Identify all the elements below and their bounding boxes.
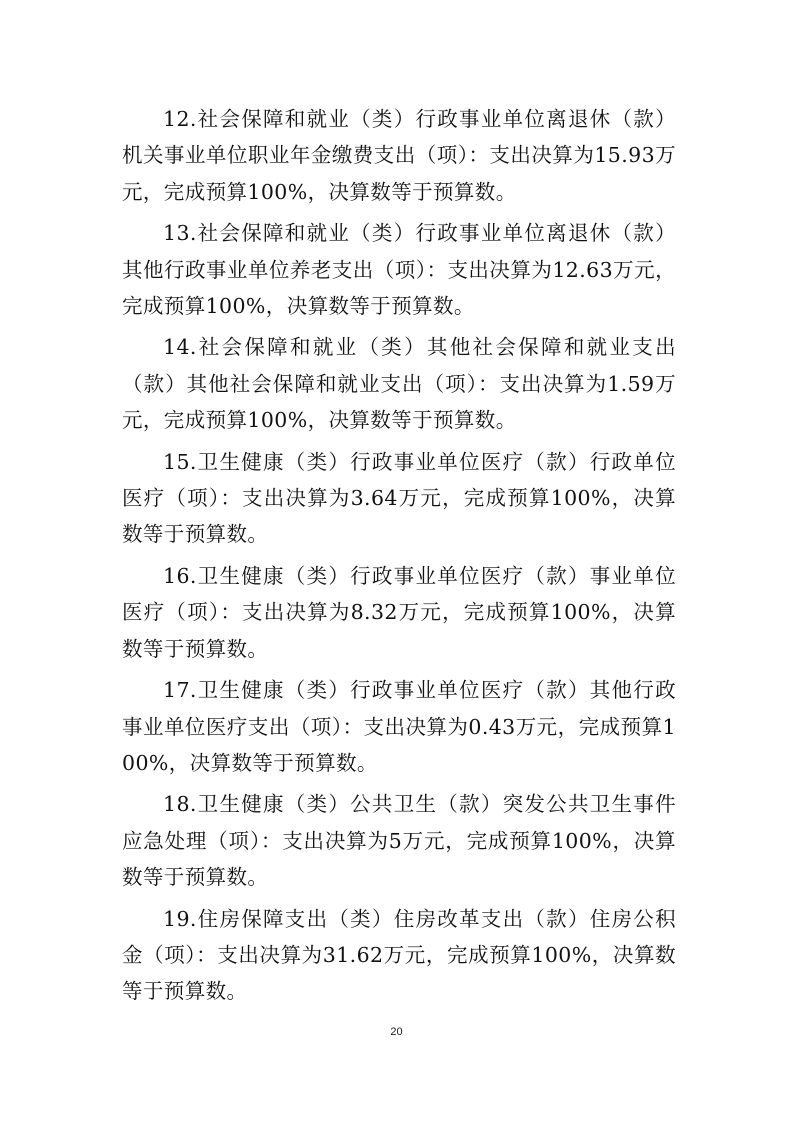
paragraph-item-15: 15.卫生健康（类）行政事业单位医疗（款）行政单位医疗（项）：支出决算为3.64万元，完成预算100%，决算数等于预算数。 (122, 449, 676, 547)
paragraph-item-19: 19.住房保障支出（类）住房改革支出（款）住房公积金（项）：支出决算为31.62万元，完成预算100%，决算数等于预算数。 (122, 906, 676, 1004)
document-body (122, 101, 676, 1015)
paragraph-item-12: 12.社会保障和就业（类）行政事业单位离退休（款）机关事业单位职业年金缴费支出（项）：支出决算为15.93万元，完成预算100%，决算数等于预算数。 (122, 107, 676, 204)
paragraph-item-16: 16.卫生健康（类）行政事业单位医疗（款）事业单位医疗（项）：支出决算为8.32万元，完成预算100%，决算数等于预算数。 (122, 563, 676, 661)
paragraph-item-14: 14.社会保障和就业（类）其他社会保障和就业支出（款）其他社会保障和就业支出（项）：支出决算为1.59万元，完成预算100%，决算数等于预算数。 (122, 335, 676, 433)
paragraph-item-18: 18.卫生健康（类）公共卫生（款）突发公共卫生事件应急处理（项）：支出决算为5万元，完成预算100%，决算数等于预算数。 (122, 792, 676, 890)
page-number: 20 (390, 1026, 403, 1038)
paragraph-item-17: 17.卫生健康（类）行政事业单位医疗（款）其他行政事业单位医疗支出（项）：支出决算为0.43万元，完成预算100%，决算数等于预算数。 (122, 678, 676, 775)
paragraph-item-13: 13.社会保障和就业（类）行政事业单位离退休（款）其他行政事业单位养老支出（项）：支出决算为12.63万元，完成预算100%，决算数等于预算数。 (122, 221, 676, 319)
